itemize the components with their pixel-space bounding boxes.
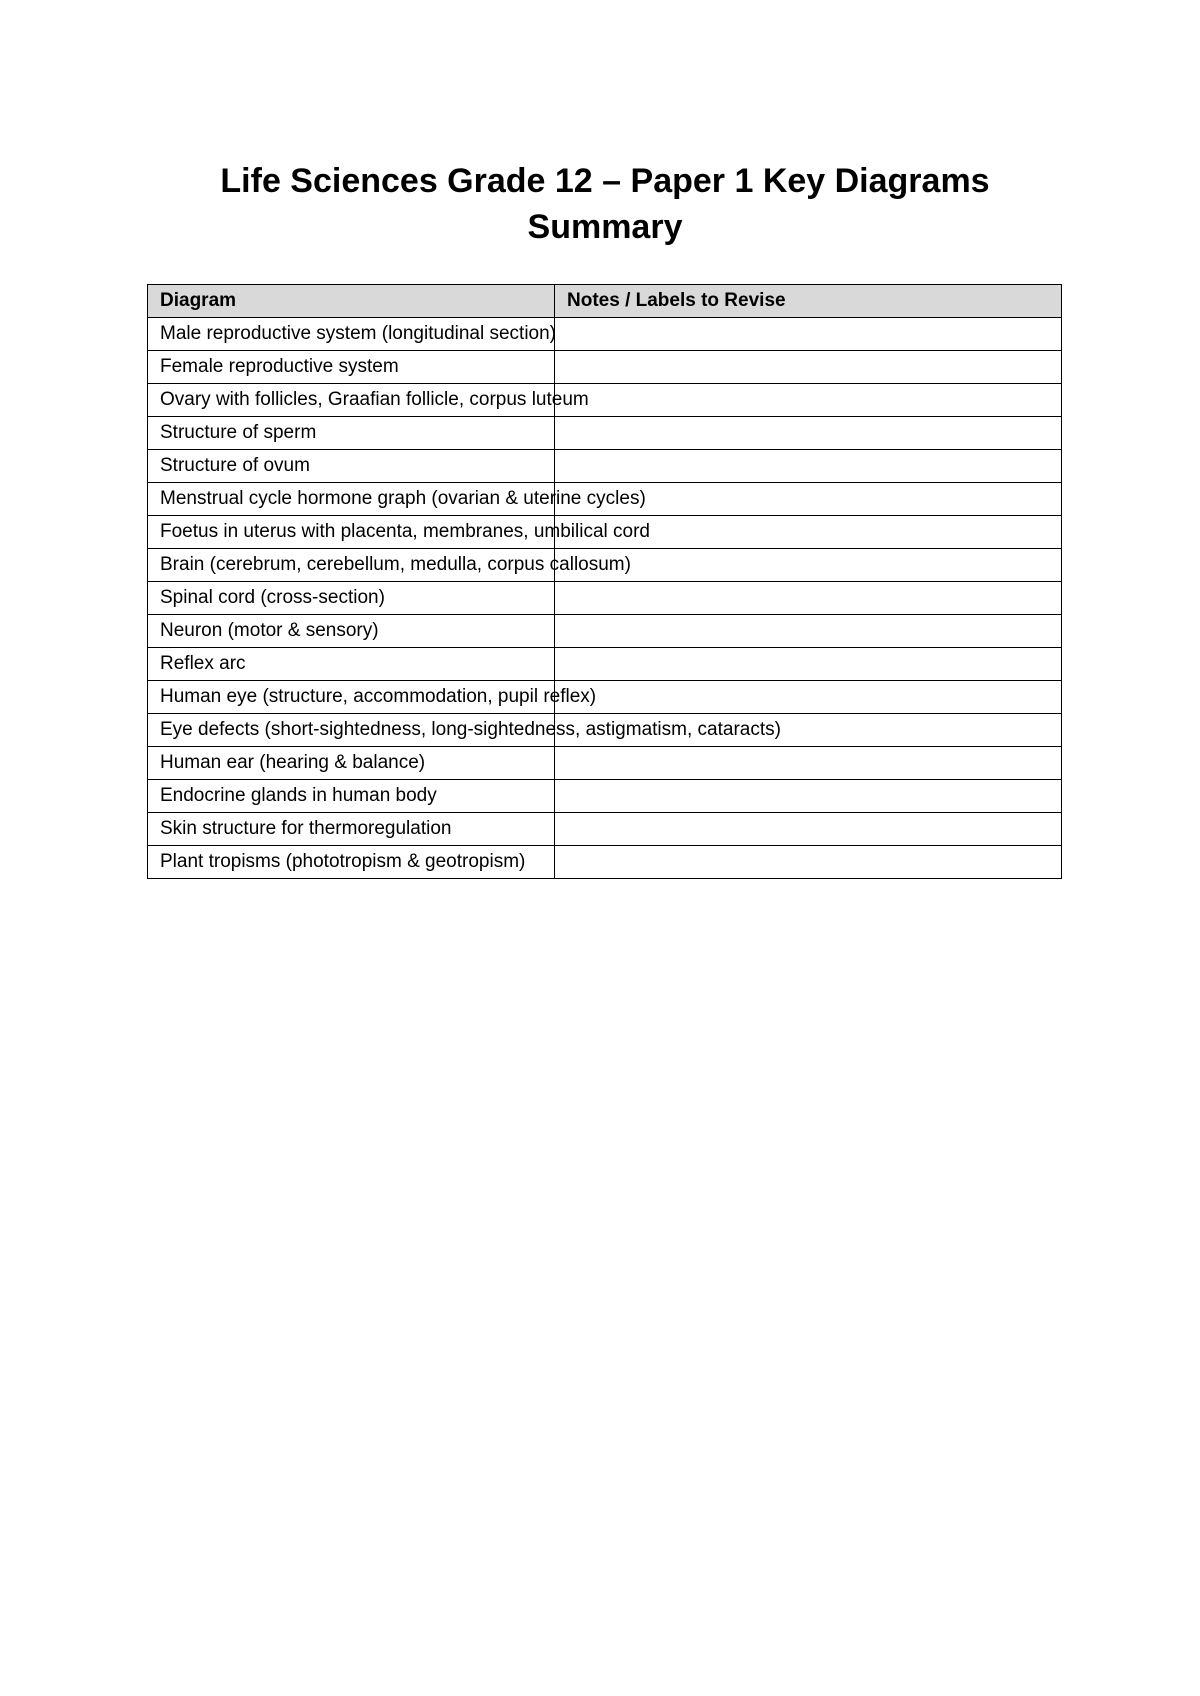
notes-cell [555,318,1062,351]
notes-cell [555,351,1062,384]
notes-cell [555,747,1062,780]
notes-cell [555,813,1062,846]
notes-cell [555,681,1062,714]
table-row [148,549,1062,582]
table-row [148,615,1062,648]
diagram-cell: Foetus in uterus with placenta, membranes, umbilical cord [148,516,555,549]
diagram-cell: Reflex arc [148,648,555,681]
diagram-cell: Structure of sperm [148,417,555,450]
diagram-cell: Human eye (structure, accommodation, pupil reflex) [148,681,555,714]
diagram-cell: Male reproductive system (longitudinal section) [148,318,555,351]
diagram-cell: Female reproductive system [148,351,555,384]
diagram-cell: Plant tropisms (phototropism & geotropism) [148,846,555,879]
table-row [148,318,1062,351]
notes-cell [555,615,1062,648]
notes-cell [555,384,1062,417]
table-row [148,417,1062,450]
table-row [148,582,1062,615]
notes-cell [555,417,1062,450]
diagram-cell: Brain (cerebrum, cerebellum, medulla, corpus callosum) [148,549,555,582]
header-notes: Notes / Labels to Revise [555,285,1062,318]
header-diagram: Diagram [148,285,555,318]
diagram-cell: Eye defects (short-sightedness, long-sightedness, astigmatism, cataracts) [148,714,555,747]
table-header-row [148,285,1062,318]
table-row [148,747,1062,780]
diagram-cell: Ovary with follicles, Graafian follicle, corpus luteum [148,384,555,417]
diagrams-table [147,284,1062,879]
notes-cell [555,846,1062,879]
page-title: Life Sciences Grade 12 – Paper 1 Key Diagrams Summary [220,162,990,246]
table-row [148,714,1062,747]
table-row [148,681,1062,714]
notes-cell [555,780,1062,813]
diagram-cell: Structure of ovum [148,450,555,483]
table-row [148,648,1062,681]
table-row [148,846,1062,879]
notes-cell [555,582,1062,615]
diagram-cell: Neuron (motor & sensory) [148,615,555,648]
table-row [148,483,1062,516]
diagram-cell: Endocrine glands in human body [148,780,555,813]
diagram-cell: Spinal cord (cross-section) [148,582,555,615]
table-row [148,780,1062,813]
table-row [148,450,1062,483]
diagram-cell: Skin structure for thermoregulation [148,813,555,846]
table-row [148,813,1062,846]
table-row [148,351,1062,384]
table-row [148,516,1062,549]
table-row [148,384,1062,417]
diagram-cell: Human ear (hearing & balance) [148,747,555,780]
notes-cell [555,648,1062,681]
diagram-cell: Menstrual cycle hormone graph (ovarian & uterine cycles) [148,483,555,516]
notes-cell [555,450,1062,483]
